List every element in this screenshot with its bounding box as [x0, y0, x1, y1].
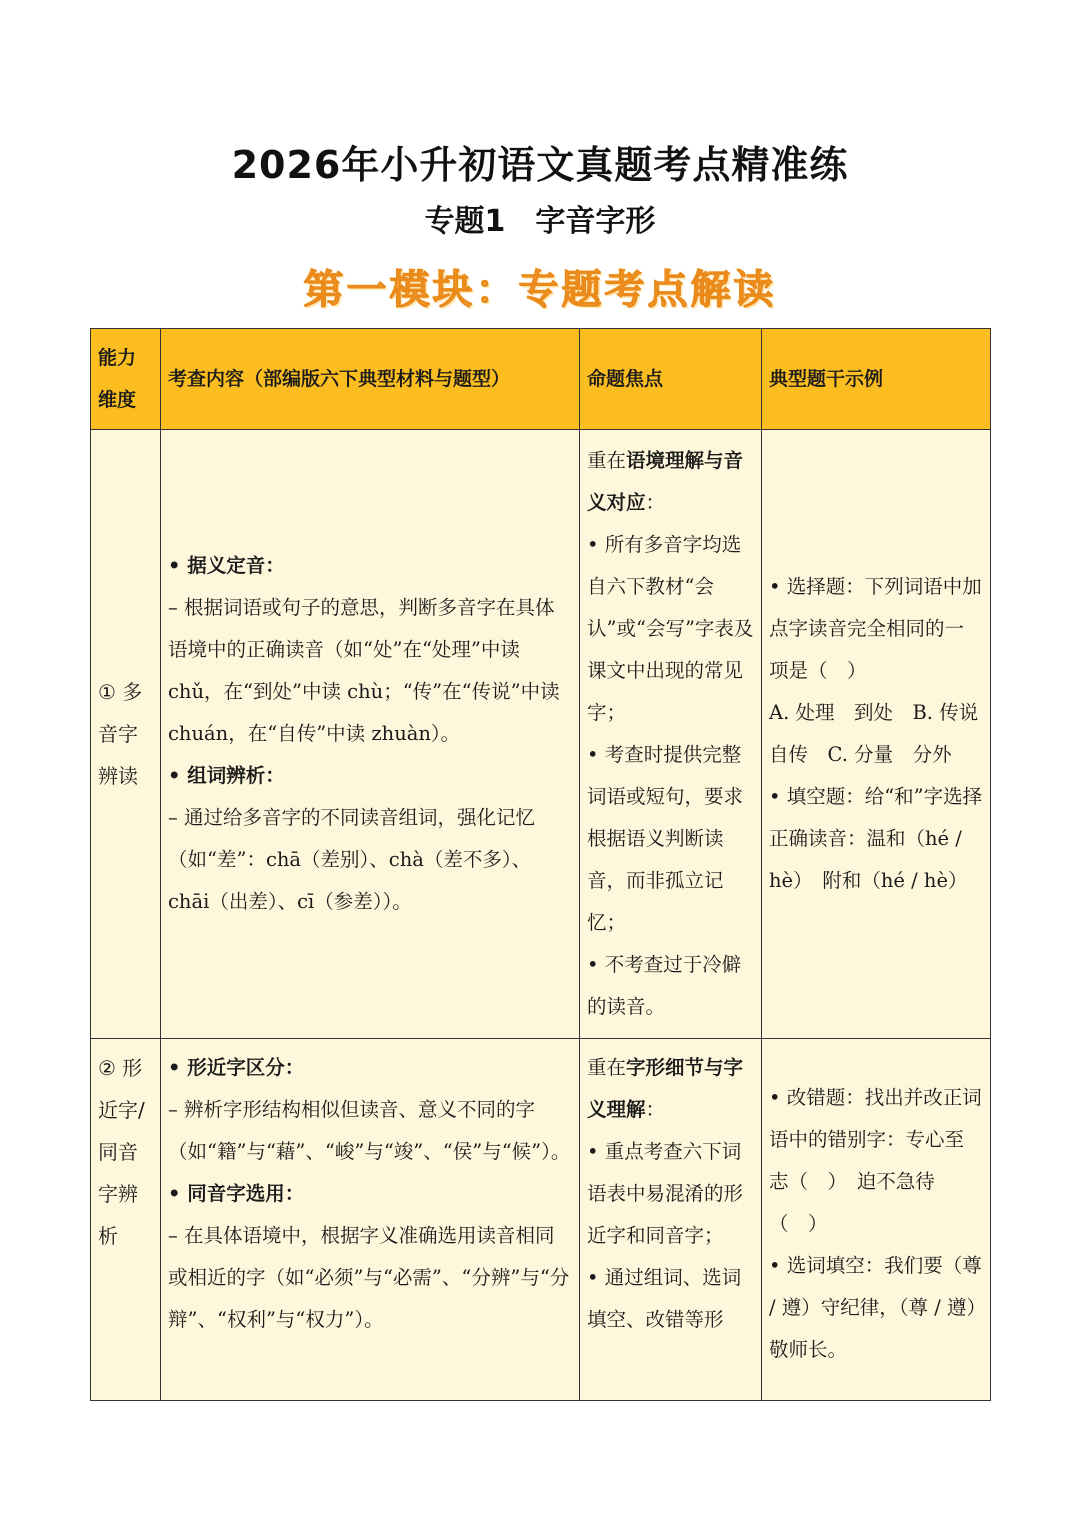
- content-cell: [161, 430, 580, 1039]
- content-point-body: – 通过给多音字的不同读音组词，强化记忆（如“差”：chā（差别）、chà（差不多）、chāi（出差）、cī（参差））。: [168, 806, 535, 913]
- focus-lead-plain: 重在: [587, 1056, 627, 1079]
- focus-lead: [587, 1047, 754, 1131]
- focus-lead-end: ：: [645, 491, 666, 514]
- example-item: • 选词填空：我们要（尊 / 遵）守纪律，（尊 / 遵）敬师长。: [769, 1253, 982, 1361]
- focus-point: • 重点考查六下词语表中易混淆的形近字和同音字；: [587, 1140, 744, 1247]
- example-item: • 选择题：下列词语中加点字读音完全相同的一项是（ ）: [769, 575, 982, 682]
- focus-cell: [580, 1039, 762, 1401]
- content-point-head: • 据义定音：: [168, 554, 285, 577]
- focus-cell: [580, 430, 762, 1039]
- focus-point: • 考查时提供完整词语或短句，要求根据语义判断读音，而非孤立记忆；: [587, 743, 744, 934]
- topic-subtitle: 专题1 字音字形: [424, 204, 656, 239]
- table-header-row: [91, 329, 991, 430]
- content-point-body: – 根据词语或句子的意思，判断多音字在具体语境中的正确读音（如“处”在“处理”中读 chǔ，在“到处”中读 chù；“传”在“传说”中读 chuán，在“自传”中读 zhuàn）。: [168, 596, 560, 745]
- column-header-examples: 典型题干示例: [762, 329, 991, 430]
- focus-point: • 所有多音字均选自六下教材“会认”或“会写”字表及课文中出现的常见字；: [587, 533, 754, 724]
- table-row: [91, 430, 991, 1039]
- dimension-cell: ② 形近字/同音字辨析: [91, 1039, 161, 1401]
- example-item: A. 处理 到处 B. 传说 自传 C. 分量 分外: [769, 701, 998, 766]
- content-point-head: • 形近字区分：: [168, 1056, 305, 1079]
- exam-points-table: [90, 328, 998, 1401]
- column-header-focus: 命题焦点: [580, 329, 762, 430]
- examples-cell: [762, 430, 998, 1039]
- content-point-head: • 同音字选用：: [168, 1182, 305, 1205]
- content-point-head: • 组词辨析：: [168, 764, 285, 787]
- content-cell: [161, 1039, 580, 1401]
- focus-lead: [587, 440, 754, 524]
- column-header-dimension: 能力维度: [91, 329, 161, 430]
- example-item: • 填空题：给“和”字选择正确读音：温和（hé / hè） 附和（hé / hè）: [769, 785, 983, 892]
- examples-cell: [762, 1039, 991, 1401]
- focus-lead-plain: 重在: [587, 449, 627, 472]
- focus-lead-end: ：: [645, 1098, 666, 1121]
- table-row: [91, 1039, 991, 1401]
- focus-lead-bold: 字形细节与字义理解: [587, 1056, 744, 1121]
- dimension-cell: ① 多音字辨读: [91, 430, 161, 1039]
- module-banner: 第一模块：专题考点解读: [303, 267, 777, 313]
- column-header-content: 考查内容（部编版六下典型材料与题型）: [161, 329, 580, 430]
- focus-point: • 不考查过于冷僻的读音。: [587, 953, 742, 1018]
- content-point-body: – 在具体语境中，根据字义准确选用读音相同或相近的字（如“必须”与“必需”、“分辨”与“分辩”、“权利”与“权力”）。: [168, 1224, 570, 1331]
- focus-lead-bold: 语境理解与音义对应: [587, 449, 744, 514]
- example-item: • 改错题：找出并改正词语中的错别字：专心至志（ ） 迫不急待（ ）: [769, 1085, 982, 1235]
- focus-point: • 通过组词、选词填空、改错等形: [587, 1266, 742, 1331]
- content-point-body: – 辨析字形结构相似但读音、意义不同的字（如“籍”与“藉”、“峻”与“竣”、“侯”与“候”）。: [168, 1098, 571, 1163]
- page-title: 2026年小升初语文真题考点精准练: [231, 143, 849, 187]
